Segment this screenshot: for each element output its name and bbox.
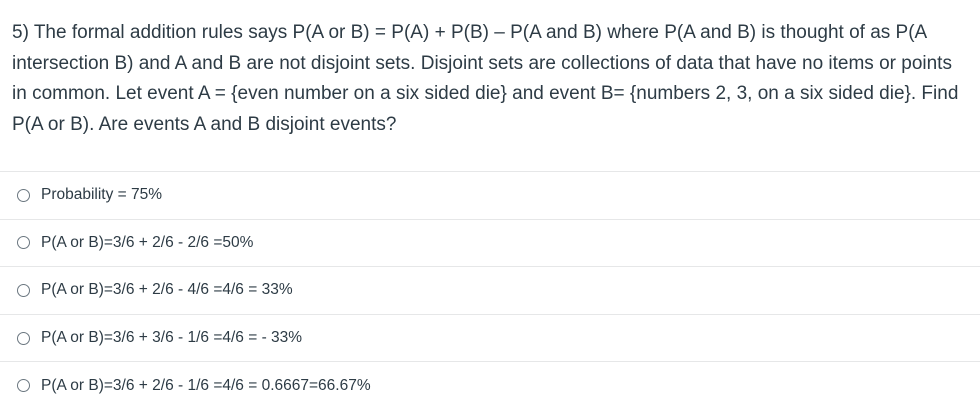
answer-option-1[interactable] [0, 171, 980, 219]
answer-list [0, 171, 980, 409]
radio-button-icon[interactable] [17, 332, 30, 345]
radio-button-icon[interactable] [17, 379, 30, 392]
answer-label: P(A or B)=3/6 + 2/6 - 1/6 =4/6 = 0.6667=66.67% [41, 376, 371, 394]
radio-button-icon[interactable] [17, 284, 30, 297]
answer-option-4[interactable] [0, 314, 980, 362]
radio-button-icon[interactable] [17, 236, 30, 249]
answer-option-3[interactable] [0, 266, 980, 314]
answer-option-2[interactable] [0, 219, 980, 267]
answer-label: P(A or B)=3/6 + 3/6 - 1/6 =4/6 = - 33% [41, 329, 303, 347]
answer-option-5[interactable] [0, 361, 980, 409]
answer-label: P(A or B)=3/6 + 2/6 - 2/6 =50% [41, 233, 254, 251]
answer-label: P(A or B)=3/6 + 2/6 - 4/6 =4/6 = 33% [41, 281, 293, 299]
answer-label: Probability = 75% [41, 186, 163, 204]
radio-button-icon[interactable] [17, 189, 30, 202]
question-text: 5) The formal addition rules says P(A or B) = P(A) + P(B) – P(A and B) where P(A and B) is thought of as P(A intersection B) and A and B are not disjoint sets. Disjoint sets are collections of data that have no items or points in common. Let event A = {even number on a six sided die} and event B= {numbers 2, 3, on a six sided die}. Find P(A or B). Are events A and B disjoint events? [12, 22, 959, 135]
